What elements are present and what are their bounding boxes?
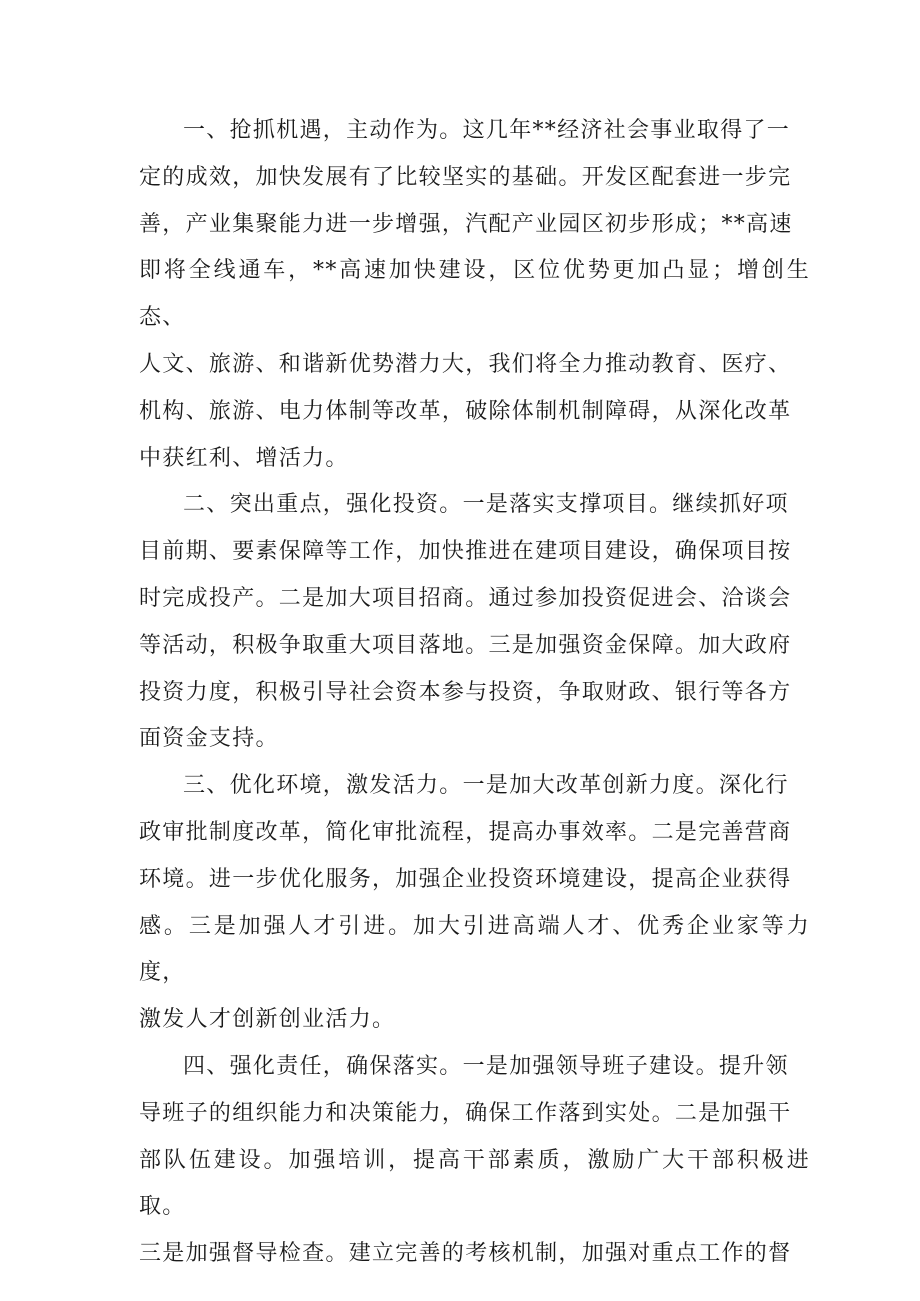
- text-line: 人文、旅游、和谐新优势潜力大，我们将全力推动教育、医疗、: [139, 351, 792, 377]
- text-line: 感。三是加强人才引进。加大引进高端人才、优秀企业家等力度，: [139, 913, 810, 986]
- text-line: 机构、旅游、电力体制等改革，破除体制机制障碍，从深化改革: [139, 398, 792, 424]
- text-line: 环境。进一步优化服务，加强企业投资环境建设，提高企业获得: [139, 866, 792, 892]
- text-line: 等活动，积极争取重大项目落地。三是加强资金保障。加大政府: [139, 632, 792, 658]
- text-line: 面资金支持。: [139, 726, 279, 752]
- paragraph-opportunity: [139, 108, 810, 482]
- text-line: 即将全线通车，**高速加快建设，区位优势更加凸显；增创生态、: [139, 258, 810, 331]
- paragraph-environment: [139, 763, 810, 1044]
- text-line: 一、抢抓机遇，主动作为。这几年**经济社会事业取得了一: [183, 118, 791, 143]
- paragraph-responsibility: [139, 1044, 810, 1278]
- text-line: 三、优化环境，激发活力。一是加大改革创新力度。深化行: [183, 773, 789, 799]
- text-line: 导班子的组织能力和决策能力，确保工作落到实处。二是加强干: [139, 1100, 792, 1126]
- text-line: 中获红利、增活力。: [139, 445, 349, 471]
- text-line: 二、突出重点，强化投资。一是落实支撑项目。继续抓好项: [183, 492, 789, 518]
- paragraph-investment: [139, 482, 810, 763]
- text-line: 定的成效，加快发展有了比较坚实的基础。开发区配套进一步完: [139, 164, 792, 190]
- text-line: 善，产业集聚能力进一步增强，汽配产业园区初步形成；**高速: [139, 211, 793, 237]
- text-line: 政审批制度改革，简化审批流程，提高办事效率。二是完善营商: [139, 819, 792, 845]
- text-line: 投资力度，积极引导社会资本参与投资，争取财政、银行等各方: [139, 679, 792, 705]
- text-line: 激发人才创新创业活力。: [139, 1007, 396, 1033]
- text-line: 三是加强督导检查。建立完善的考核机制，加强对重点工作的督: [139, 1241, 792, 1267]
- text-line: 时完成投产。二是加大项目招商。通过参加投资促进会、洽谈会: [139, 585, 792, 611]
- text-line: 部队伍建设。加强培训，提高干部素质，激励广大干部积极进取。: [139, 1147, 810, 1220]
- text-line: 目前期、要素保障等工作，加快推进在建项目建设，确保项目按: [139, 539, 792, 565]
- text-line: 四、强化责任，确保落实。一是加强领导班子建设。提升领: [183, 1053, 789, 1079]
